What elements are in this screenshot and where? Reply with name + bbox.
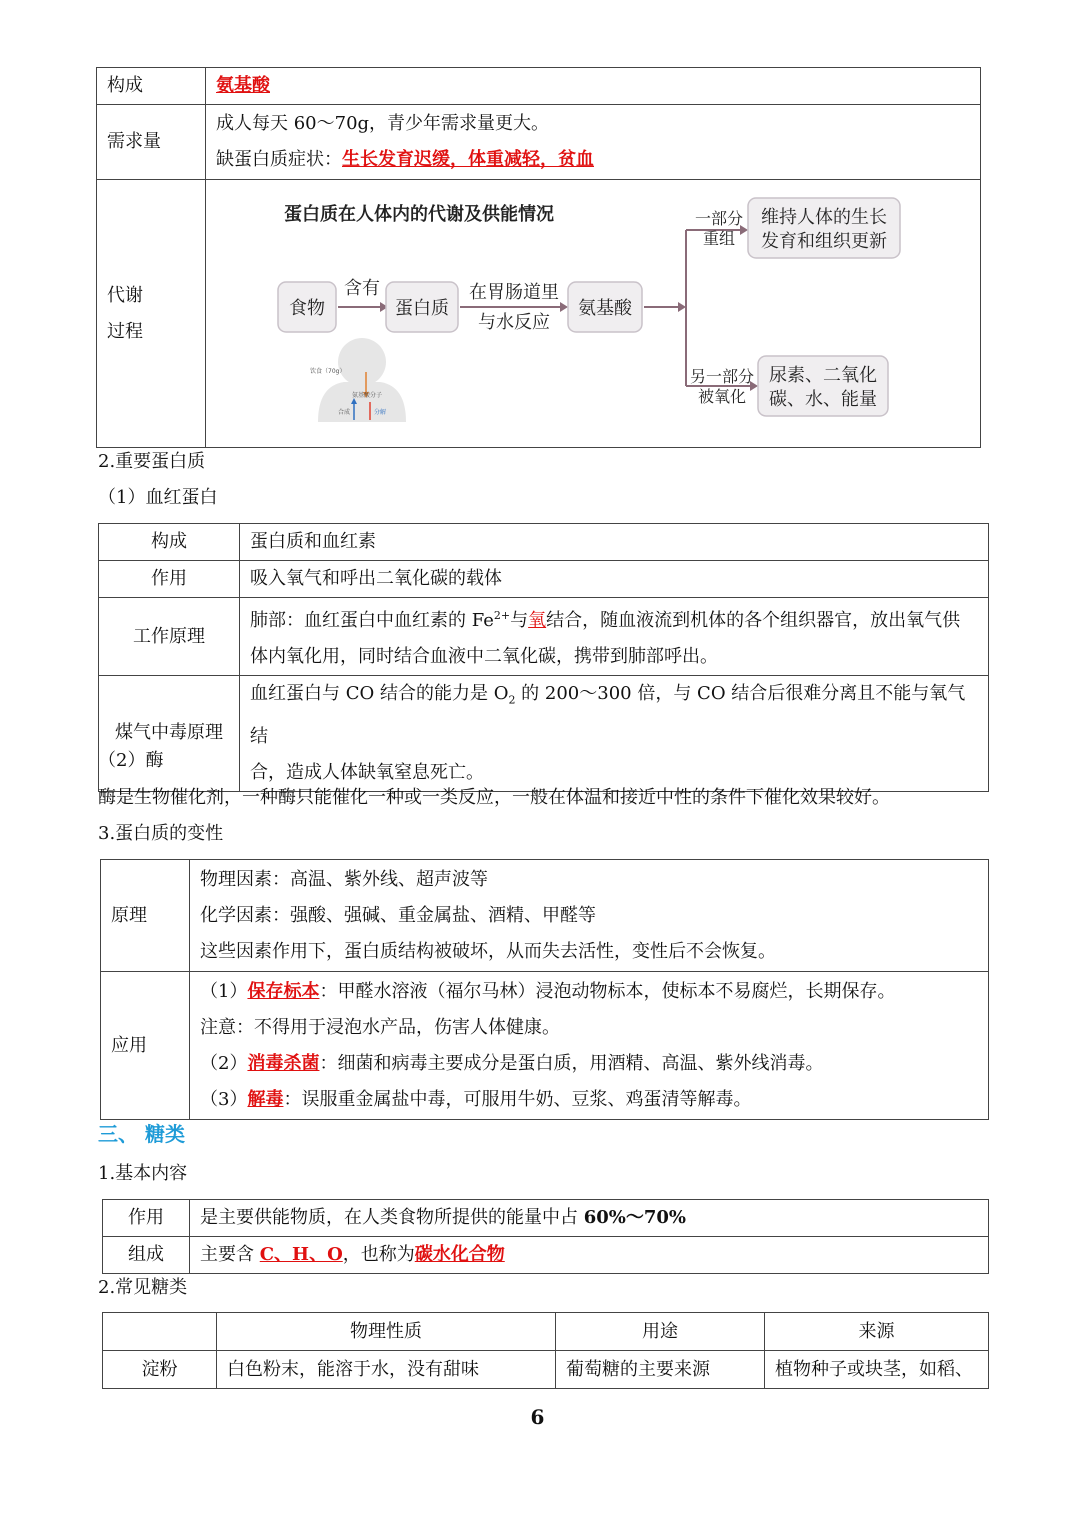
gut-label-2: 与水反应 [478, 312, 550, 333]
composition-value: 氨基酸 [206, 68, 981, 105]
hemo-label-role: 作用 [99, 561, 240, 598]
body-label-decompose: 分解 [374, 409, 387, 416]
result1-line2: 发育和组织更新 [761, 231, 887, 252]
sugar-label-composition: 组成 [103, 1237, 190, 1274]
section2-title: 2.重要蛋白质 [98, 451, 206, 472]
part1-label-1: 一部分 [694, 209, 744, 228]
sugar-value-composition: 主要含 C、H、O，也称为碳水化合物 [190, 1237, 989, 1274]
gut-label-1: 在胃肠道里 [469, 282, 559, 303]
col-header-use: 用途 [556, 1313, 765, 1351]
hemo-value-role: 吸入氧气和呼出二氧化碳的载体 [240, 561, 989, 598]
sugar-label-role: 作用 [103, 1200, 190, 1237]
hemo-value-composition: 蛋白质和血红素 [240, 524, 989, 561]
contains-label: 含有 [344, 278, 380, 299]
sugar-value-role: 是主要供能物质，在人类食物所提供的能量中占 60%～70% [190, 1200, 989, 1237]
requirement-value: 成人每天 60～70g，青少年需求量更大。 缺蛋白质症状：生长发育迟缓，体重减轻，贫血 [206, 105, 981, 180]
body-label-synthesis: 合成 [338, 409, 351, 416]
hemo-value-principle: 肺部：血红蛋白中血红素的 $Fe^{2+}$与氧结合，随血液流到机体的各个组织器官，放出氧气供 体内氧化用，同时结合血液中二氧化碳，携带到肺部呼出。 [240, 598, 989, 676]
col-header-physical: 物理性质 [217, 1313, 556, 1351]
hemo-label-principle: 工作原理 [99, 598, 240, 676]
section3-title: 3.蛋白质的变性 [98, 823, 224, 844]
row-label-requirement: 需求量 [97, 105, 206, 180]
denat-label-application: 应用 [101, 972, 190, 1120]
cell-starch-use: 葡萄糖的主要来源 [556, 1351, 765, 1389]
common-sugars-title: 2.常见糖类 [98, 1277, 188, 1298]
protein-label: 蛋白质 [395, 298, 449, 319]
amino-acid-label: 氨基酸 [578, 298, 632, 319]
human-body-illustration [310, 338, 406, 422]
col-header-name [103, 1313, 217, 1351]
cell-starch-physical: 白色粉末，能溶于水，没有甜味 [217, 1351, 556, 1389]
part2-label-2: 被氧化 [697, 387, 747, 406]
result1-line1: 维持人体的生长 [761, 207, 887, 228]
food-label: 食物 [289, 298, 325, 319]
hemo-value-co-poisoning: 血红蛋白与 CO 结合的能力是 $O_2$ 的 200～300 倍，与 CO 结合后很难分离且不能与氧气结 合，造成人体缺氧窒息死亡。 [240, 676, 989, 792]
page-number: 6 [530, 1405, 545, 1429]
denat-value-principle: 物理因素：高温、紫外线、超声波等 化学因素：强酸、强碱、重金属盐、酒精、甲醛等 这些因素作用下，蛋白质结构被破坏，从而失去活性，变性后不会恢复。 [190, 860, 989, 972]
hemoglobin-subtitle: （1）血红蛋白 [98, 487, 218, 508]
enzyme-text: 酶是生物催化剂，一种酶只能催化一种或一类反应，一般在体温和接近中性的条件下催化效果较好。 [98, 787, 890, 808]
result2-line1: 尿素、二氧化 [769, 365, 877, 386]
denaturation-table [100, 859, 989, 1120]
part2-label-1: 另一部分 [689, 367, 755, 386]
result2-line2: 碳、水、能量 [769, 389, 877, 410]
row-label-composition: 构成 [97, 68, 206, 105]
sugar-basic-table [102, 1199, 989, 1274]
cell-starch-source: 植物种子或块茎，如稻、 [765, 1351, 989, 1389]
hemo-label-composition: 构成 [99, 524, 240, 561]
col-header-source: 来源 [765, 1313, 989, 1351]
cell-starch-name: 淀粉 [103, 1351, 217, 1389]
body-label-intake: 饮食（70g） [310, 368, 346, 375]
body-label-amino: 氨基酸分子 [352, 392, 383, 399]
common-sugars-table [102, 1312, 989, 1389]
denat-label-principle: 原理 [101, 860, 190, 972]
part1-label-2: 重组 [702, 229, 736, 248]
metabolism-diagram [204, 182, 980, 448]
sugar-heading: 三、 糖类 [98, 1122, 185, 1146]
hemoglobin-table [98, 523, 989, 792]
hemo-label-co-poisoning: 煤气中毒原理 [99, 676, 240, 792]
row-label-metabolism: 代谢 过程 [97, 180, 206, 448]
diagram-title: 蛋白质在人体内的代谢及供能情况 [284, 204, 554, 225]
denat-value-application: （1）保存标本：甲醛水溶液（福尔马林）浸泡动物标本，使标本不易腐烂，长期保存。 注意：不得用于浸泡水产品，伤害人体健康。 （2）消毒杀菌：细菌和病毒主要成分是蛋白质，用酒精、高温、紫外线消毒。 （3）解毒：误服重金属盐中毒，可服用牛奶、豆浆、鸡蛋清等解毒。 [190, 972, 989, 1120]
enzyme-subtitle: （2）酶 [98, 750, 164, 771]
sugar-basic-title: 1.基本内容 [98, 1163, 188, 1184]
